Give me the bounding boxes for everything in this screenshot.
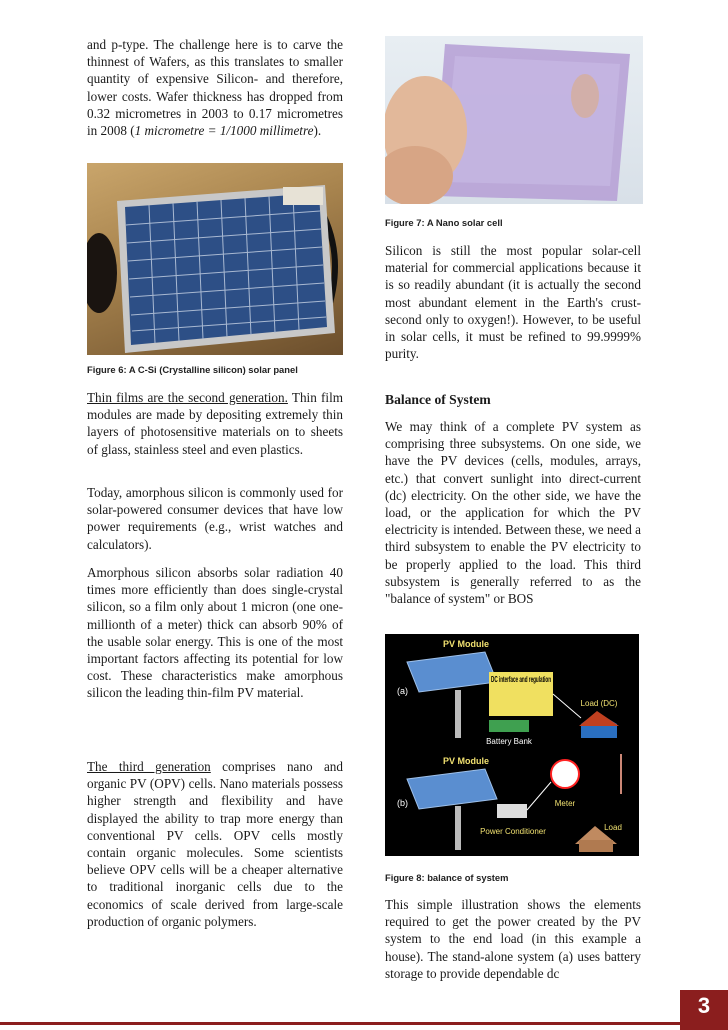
right-para-1: Silicon is still the most popular solar-cell material for commercial applications because it is so readily abundant (it is actually the second most abundant element in the Earth's crust-second only to oxygen!). However, to be useful in solar cells, it must be refined to 99.9999% purity. [385, 243, 641, 362]
figure-7-caption: Figure 7: A Nano solar cell [385, 217, 503, 228]
figure-8-caption: Figure 8: balance of system [385, 872, 509, 883]
page-number: 3 [680, 990, 728, 1030]
diagram-b-label: (b) [397, 798, 408, 808]
figure-8-diagram [385, 634, 639, 856]
right-para-2: We may think of a complete PV system as comprising three subsystems. On one side, we have the PV devices (cells, modules, arrays, etc.) that convert sunlight into direct-current (dc) electricity. On the other side, we have the load, or the application for which the PV electricity is intended. Between these, we need a third subsystem to enable the PV electricity to be properly applied to the load. This third subsystem is generally referred to as the "balance of system" or BOS [385, 419, 641, 607]
left-para-2: Thin films are the second generation. Thin film modules are made by depositing extremely thin layers of photosensitive materials on to sheets of glass, stainless steel and even plastics. [87, 390, 343, 457]
nano-cell-illustration [385, 36, 643, 204]
left-para-3: Today, amorphous silicon is commonly used for solar-powered consumer devices that have low power requirements (e.g., wrist watches and calculators). [87, 485, 343, 552]
left-para-5: The third generation comprises nano and organic PV (OPV) cells. Nano materials possess higher strength and flexibility and have displayed the ability to trap more energy than conventional PV cells. OPV cells mostly contain organic molecules. Some scientists believe OPV cells will be a cheaper alternative to traditional inorganic cells due to the economics of scale derived from large-scale production of organic polymers. [87, 759, 343, 929]
right-para-3: This simple illustration shows the elements required to get the power created by the PV system to the end load (in this example a house). The stand-alone system (a) uses battery storage to provide dependable dc [385, 897, 641, 981]
battery-label: Battery Bank [486, 737, 532, 746]
figure-7-image [385, 36, 643, 204]
dc-box-label: DC interface and regulation [491, 675, 552, 684]
pv-module-a-label: PV Module [443, 639, 490, 649]
left-para-4: Amorphous silicon absorbs solar radiation 40 times more efficiently than does single-crystal silicon, so a film only about 1 micron (one one-millionth of a meter) thick can absorb 90% of the usable solar energy. This is one of the most important factors affecting its potential for low cost. These characteristics make amorphous silicon the leading thin-film PV material. [87, 565, 343, 701]
figure-6-caption: Figure 6: A C-Si (Crystalline silicon) solar panel [87, 364, 298, 375]
section-heading-balance-of-system: Balance of System [385, 392, 491, 407]
load-label: Load [604, 823, 622, 832]
left-para-1: and p-type. The challenge here is to carve the thinnest of Wafers, as this translates to smaller quantity of expensive Silicon- and therefore, lower costs. Wafer thickness has dropped from 0.32 micrometres in 2003 to 0.17 micrometres in 2008 (1 micrometre = 1/1000 millimetre). [87, 37, 343, 139]
diagram-a-label: (a) [397, 686, 408, 696]
meter-label: Meter [554, 799, 576, 808]
load-dc-label: Load (DC) [580, 699, 618, 708]
pv-module-b-label: PV Module [443, 756, 490, 766]
figure-6-image [87, 163, 343, 355]
bos-diagram [385, 634, 639, 856]
power-conditioner-label: Power Conditioner [480, 827, 546, 836]
solar-panel-illustration [87, 163, 343, 355]
footer-rule [0, 1022, 680, 1025]
